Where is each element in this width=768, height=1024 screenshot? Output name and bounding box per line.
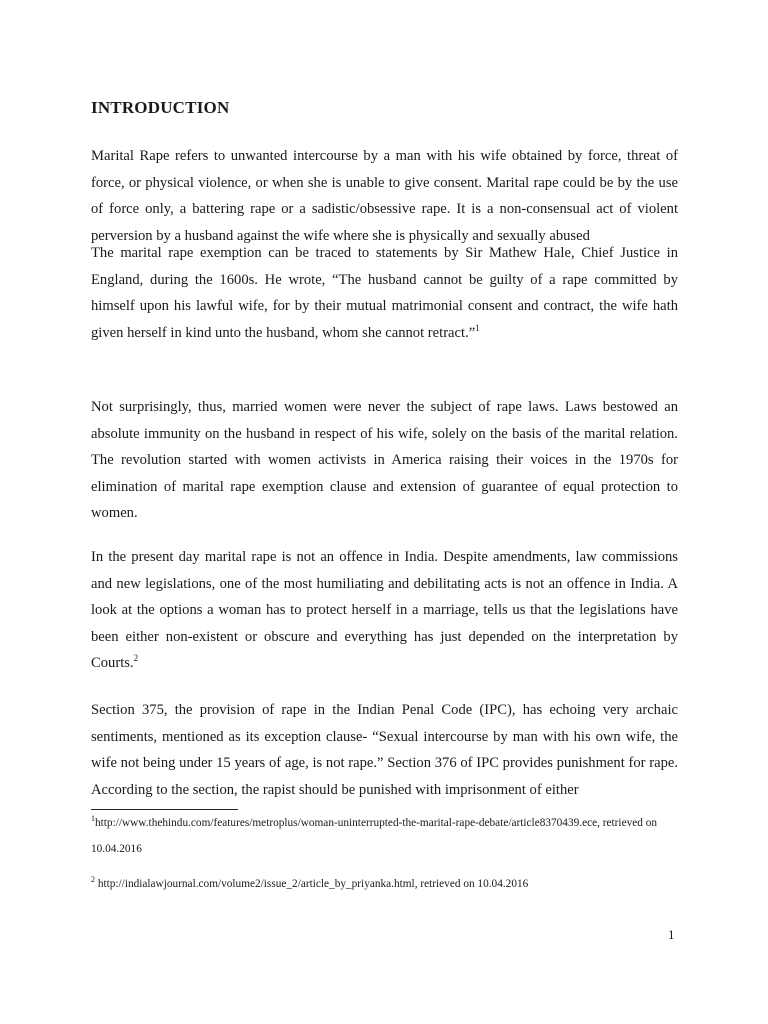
paragraph-india-status — [91, 544, 678, 677]
footnote-text[interactable]: http://indialawjournal.com/volume2/issue_2/article_by_priyanka.html, retrieved on 10.04.2016 — [95, 878, 529, 890]
footnote-reference[interactable]: 1 — [475, 322, 480, 333]
paragraph-hale-exemption — [91, 240, 678, 346]
document-page — [91, 0, 678, 1024]
paragraph-immunity — [91, 394, 678, 527]
paragraph-text: In the present day marital rape is not an offence in India. Despite amendments, law commissions and new legislations, one of the most humiliating and debilitating acts is not an offence in India. A look at the options a woman has to protect herself in a marriage, tells us that the legislations have been either non-existent or obscure and everything has just depended on the interpretation by Courts. — [91, 549, 678, 671]
footnote-2 — [91, 871, 678, 897]
paragraph-section-375 — [91, 697, 678, 803]
footnote-mark: 1 — [91, 814, 95, 824]
paragraph-text: Marital Rape refers to unwanted intercourse by a man with his wife obtained by force, threat of force, or physical violence, or when she is unable to give consent. Marital rape could be by the use of force only, a battering rape or a sadistic/obsessive rape. It is a non-consensual act of violent perversion by a husband against the wife where she is physically and sexually abused — [91, 148, 678, 244]
footnote-reference[interactable]: 2 — [133, 653, 139, 664]
section-heading: INTRODUCTION — [91, 98, 230, 117]
page-number: 1 — [668, 927, 675, 942]
footnote-text[interactable]: http://www.thehindu.com/features/metroplus/woman-uninterrupted-the-marital-rape-debate/article8370439.ece, retrieved on 10.04.2016 — [91, 817, 658, 855]
footnote-mark: 2 — [91, 875, 95, 885]
paragraph-text: The marital rape exemption can be traced to statements by Sir Mathew Hale, Chief Justice in England, during the 1600s. He wrote, “The husband cannot be guilty of a rape committed by himself upon his lawful wife, for by their mutual matrimonial consent and contract, the wife hath given herself in kind unto the husband, whom she cannot retract.” — [91, 245, 678, 341]
paragraph-definition — [91, 143, 678, 249]
paragraph-text: Section 375, the provision of rape in the Indian Penal Code (IPC), has echoing very archaic sentiments, mentioned as its exception clause- “Sexual intercourse by man with his own wife, the wife not being under 15 years of age, is not rape.” Section 376 of IPC provides punishment for rape. According to the section, the rapist should be punished with imprisonment of either — [91, 702, 678, 798]
paragraph-text: Not surprisingly, thus, married women were never the subject of rape laws. Laws bestowed an absolute immunity on the husband in respect of his wife, solely on the basis of the marital relation. The revolution started with women activists in America raising their voices in the 1970s for elimination of marital rape exemption clause and extension of guarantee of equal protection to women. — [91, 399, 678, 521]
footnote-1 — [91, 810, 678, 862]
